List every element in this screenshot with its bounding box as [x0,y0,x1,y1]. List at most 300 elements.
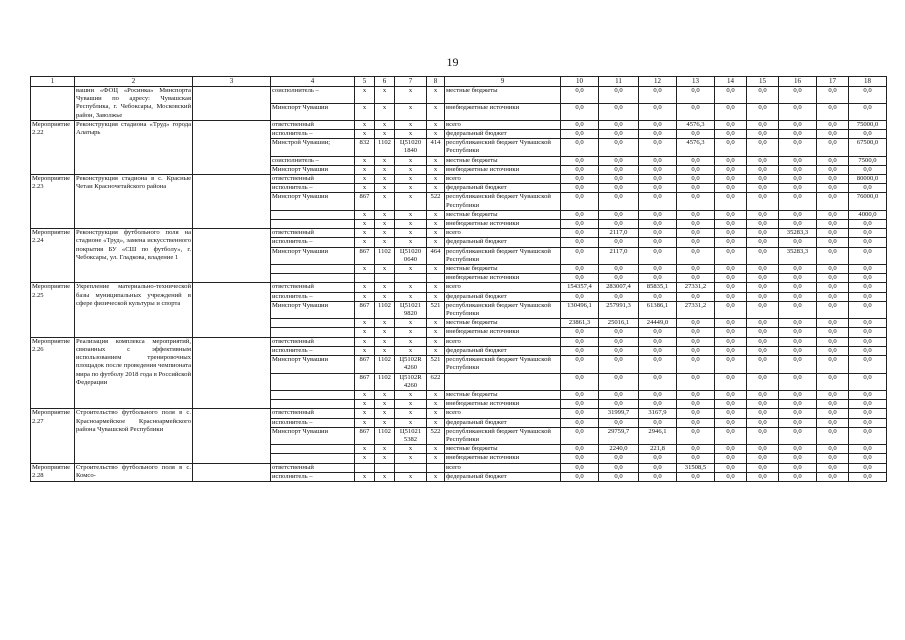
funding-source-cell: республиканский бюджет Чувашской Республики [445,356,561,373]
amount-cell: 67500,0 [849,139,887,156]
amount-cell: 0,0 [639,130,677,139]
grbs-cell: 832 [355,139,375,156]
amount-cell: 0,0 [639,454,677,463]
amount-cell: 0,0 [747,337,779,346]
section-code-cell: x [375,454,395,463]
header-cell: 10 [561,77,599,87]
amount-cell: 0,0 [747,130,779,139]
amount-cell: 0,0 [561,454,599,463]
section-code-cell [375,463,395,472]
amount-cell: 0,0 [849,390,887,399]
expense-type-cell: x [427,130,445,139]
amount-cell: 0,0 [849,418,887,427]
amount-cell: 0,0 [639,165,677,174]
amount-cell: 0,0 [849,265,887,274]
amount-cell: 0,0 [715,210,747,219]
amount-cell: 0,0 [849,301,887,318]
executor-cell: исполнитель – [271,238,355,247]
amount-cell: 0,0 [715,283,747,292]
header-cell: 5 [355,77,375,87]
section-code-cell: x [375,418,395,427]
amount-cell: 0,0 [677,409,715,418]
target-article-cell: x [395,409,427,418]
amount-cell: 0,0 [561,409,599,418]
goal-cell [193,463,271,481]
amount-cell: 0,0 [599,418,639,427]
amount-cell: 0,0 [817,346,849,355]
executor-cell: исполнитель – [271,292,355,301]
amount-cell: 0,0 [599,400,639,409]
funding-source-cell: федеральный бюджет [445,184,561,193]
target-article-cell: x [395,220,427,229]
amount-cell: 0,0 [677,427,715,444]
header-cell: 6 [375,77,395,87]
expense-type-cell: x [427,265,445,274]
amount-cell: 0,0 [715,238,747,247]
amount-cell: 0,0 [779,356,817,373]
amount-cell: 0,0 [715,292,747,301]
amount-cell: 0,0 [817,356,849,373]
amount-cell: 130496,1 [561,301,599,318]
measure-id-cell: Мероприятие 2.26 [31,337,75,409]
amount-cell: 0,0 [747,139,779,156]
amount-cell: 0,0 [561,337,599,346]
amount-cell: 0,0 [639,418,677,427]
section-code-cell: x [375,400,395,409]
amount-cell: 0,0 [747,184,779,193]
amount-cell: 0,0 [849,337,887,346]
amount-cell: 0,0 [747,103,779,120]
measure-id-cell: Мероприятие 2.24 [31,229,75,283]
amount-cell: 0,0 [715,390,747,399]
amount-cell: 0,0 [817,229,849,238]
amount-cell: 0,0 [715,472,747,481]
amount-cell: 0,0 [561,193,599,210]
amount-cell: 80000,0 [849,175,887,184]
amount-cell: 0,0 [561,87,599,104]
expense-type-cell: x [427,409,445,418]
measure-name-cell: вашни «ФОЦ «Росинка» Минспорта Чувашии по адресу: Чувашская Республика, г. Чебоксары, Московский район, Заволжье [76,87,191,119]
amount-cell: 0,0 [849,229,887,238]
funding-source-cell: всего [445,229,561,238]
target-article-cell: x [395,184,427,193]
amount-cell: 0,0 [677,373,715,390]
funding-source-cell: внебюджетные источники [445,454,561,463]
amount-cell: 0,0 [715,373,747,390]
amount-cell: 4000,0 [849,210,887,219]
amount-cell: 0,0 [715,319,747,328]
target-article-cell: Ц51020 0640 [395,247,427,264]
amount-cell: 0,0 [849,220,887,229]
amount-cell: 0,0 [779,165,817,174]
amount-cell: 0,0 [715,220,747,229]
funding-source-cell: внебюджетные источники [445,103,561,120]
amount-cell: 0,0 [779,130,817,139]
amount-cell: 0,0 [849,87,887,104]
amount-cell: 0,0 [561,445,599,454]
measure-name-cell: Реализация комплекса мероприятий, связанных с эффективным использованием тренировочных площадок после проведения чемпионата мира по футболу 2018 года в Российской Федерации [75,337,193,409]
amount-cell: 0,0 [561,472,599,481]
grbs-cell: x [355,210,375,219]
amount-cell: 0,0 [779,283,817,292]
goal-cell [193,409,271,463]
measure-id-cell: Мероприятие 2.22 [31,120,75,174]
measure-name-cell: Реконструкция стадиона в с. Красные Четаи Красночетайского района [75,175,193,229]
section-code-cell: x [375,130,395,139]
amount-cell: 0,0 [715,409,747,418]
section-code-cell: 1102 [375,373,395,390]
amount-cell: 0,0 [561,229,599,238]
amount-cell: 0,0 [849,427,887,444]
amount-cell: 0,0 [561,220,599,229]
amount-cell: 0,0 [561,328,599,337]
amount-cell: 0,0 [561,400,599,409]
amount-cell: 0,0 [715,120,747,129]
grbs-cell: x [355,184,375,193]
amount-cell: 0,0 [715,301,747,318]
amount-cell: 0,0 [817,409,849,418]
amount-cell: 0,0 [747,409,779,418]
amount-cell: 0,0 [817,193,849,210]
amount-cell: 0,0 [849,274,887,283]
executor-cell: Минспорт Чувашии [271,301,355,318]
expense-type-cell: 464 [427,247,445,264]
amount-cell: 0,0 [817,210,849,219]
expense-type-cell: x [427,210,445,219]
amount-cell: 0,0 [639,229,677,238]
amount-cell: 2946,1 [639,427,677,444]
amount-cell: 0,0 [779,454,817,463]
amount-cell: 0,0 [715,165,747,174]
amount-cell: 23861,3 [561,319,599,328]
amount-cell: 0,0 [817,184,849,193]
amount-cell: 0,0 [747,445,779,454]
funding-source-cell: федеральный бюджет [445,238,561,247]
amount-cell: 0,0 [779,184,817,193]
amount-cell: 0,0 [715,337,747,346]
section-code-cell: x [375,229,395,238]
amount-cell: 0,0 [715,400,747,409]
section-code-cell [375,274,395,283]
expense-type-cell: x [427,472,445,481]
expense-type-cell: x [427,292,445,301]
target-article-cell: x [395,130,427,139]
header-cell: 16 [779,77,817,87]
amount-cell: 0,0 [599,454,639,463]
grbs-cell: x [355,87,375,104]
amount-cell: 0,0 [677,210,715,219]
grbs-cell: x [355,283,375,292]
amount-cell: 0,0 [747,120,779,129]
amount-cell: 0,0 [599,130,639,139]
amount-cell: 0,0 [639,156,677,165]
amount-cell: 0,0 [639,139,677,156]
amount-cell: 0,0 [747,301,779,318]
amount-cell: 0,0 [817,319,849,328]
amount-cell: 0,0 [779,156,817,165]
executor-cell [271,265,355,274]
amount-cell: 283007,4 [599,283,639,292]
target-article-cell: x [395,175,427,184]
grbs-cell: 867 [355,247,375,264]
expense-type-cell: 521 [427,356,445,373]
target-article-cell: x [395,418,427,427]
grbs-cell: x [355,103,375,120]
amount-cell: 0,0 [779,120,817,129]
amount-cell: 0,0 [747,229,779,238]
measure-id-cell: Мероприятие 2.23 [31,175,75,229]
target-article-cell: x [395,472,427,481]
amount-cell: 0,0 [599,238,639,247]
table-row [31,229,887,238]
amount-cell: 0,0 [639,120,677,129]
executor-cell [271,210,355,219]
funding-source-cell: местные бюджеты [445,390,561,399]
executor-cell: ответственный [271,283,355,292]
amount-cell: 0,0 [779,175,817,184]
amount-cell: 0,0 [677,156,715,165]
measure-id-cell: Мероприятие 2.28 [31,463,75,481]
amount-cell: 0,0 [561,130,599,139]
funding-source-cell: местные бюджеты [445,319,561,328]
expense-type-cell: x [427,390,445,399]
amount-cell: 0,0 [561,247,599,264]
executor-cell: Минспорт Чувашии [271,165,355,174]
amount-cell: 4576,3 [677,120,715,129]
amount-cell: 0,0 [561,156,599,165]
amount-cell: 0,0 [817,238,849,247]
amount-cell: 0,0 [779,139,817,156]
expense-type-cell: x [427,184,445,193]
amount-cell: 0,0 [639,265,677,274]
amount-cell: 0,0 [715,139,747,156]
executor-cell [271,445,355,454]
amount-cell: 0,0 [849,292,887,301]
amount-cell: 0,0 [747,193,779,210]
amount-cell: 2117,0 [599,247,639,264]
header-cell: 9 [445,77,561,87]
funding-source-cell: республиканский бюджет Чувашской Республики [445,427,561,444]
section-code-cell: 1102 [375,301,395,318]
amount-cell: 0,0 [599,220,639,229]
amount-cell: 0,0 [639,400,677,409]
executor-cell: исполнитель – [271,184,355,193]
section-code-cell: 1102 [375,427,395,444]
target-article-cell: x [395,445,427,454]
funding-source-cell: республиканский бюджет Чувашской Республики [445,193,561,210]
amount-cell: 0,0 [817,103,849,120]
executor-cell [271,390,355,399]
amount-cell: 0,0 [599,337,639,346]
header-cell: 12 [639,77,677,87]
goal-cell [193,175,271,229]
goal-cell [193,120,271,174]
amount-cell: 0,0 [849,283,887,292]
amount-cell: 0,0 [561,356,599,373]
header-cell: 13 [677,77,715,87]
header-cell: 14 [715,77,747,87]
executor-cell [271,328,355,337]
amount-cell: 0,0 [817,165,849,174]
amount-cell: 0,0 [599,156,639,165]
amount-cell: 0,0 [715,229,747,238]
amount-cell: 0,0 [639,346,677,355]
amount-cell: 0,0 [779,427,817,444]
section-code-cell: x [375,337,395,346]
target-article-cell: x [395,156,427,165]
amount-cell: 0,0 [677,229,715,238]
amount-cell: 0,0 [715,265,747,274]
grbs-cell: x [355,454,375,463]
header-cell: 2 [75,77,193,87]
grbs-cell: x [355,390,375,399]
amount-cell: 0,0 [849,346,887,355]
expense-type-cell: x [427,346,445,355]
amount-cell: 0,0 [561,210,599,219]
amount-cell: 0,0 [677,238,715,247]
amount-cell: 0,0 [849,463,887,472]
amount-cell: 0,0 [677,130,715,139]
amount-cell: 0,0 [779,238,817,247]
executor-cell [271,319,355,328]
amount-cell: 154357,4 [561,283,599,292]
section-code-cell: x [375,238,395,247]
expense-type-cell: x [427,328,445,337]
header-cell: 11 [599,77,639,87]
section-code-cell: x [375,390,395,399]
amount-cell: 31508,5 [677,463,715,472]
amount-cell: 0,0 [677,400,715,409]
amount-cell: 0,0 [747,328,779,337]
table-row [31,337,887,346]
amount-cell: 0,0 [817,472,849,481]
amount-cell: 0,0 [677,337,715,346]
section-code-cell: 1102 [375,139,395,156]
expense-type-cell: 522 [427,427,445,444]
target-article-cell: x [395,103,427,120]
amount-cell: 0,0 [817,427,849,444]
executor-cell: Минспорт Чувашии [271,103,355,120]
executor-cell: ответственный [271,229,355,238]
amount-cell: 0,0 [747,165,779,174]
amount-cell: 35283,3 [779,247,817,264]
executor-cell: соисполнитель – [271,156,355,165]
amount-cell: 2117,0 [599,229,639,238]
section-code-cell: x [375,445,395,454]
funding-source-cell: внебюджетные источники [445,220,561,229]
expense-type-cell: x [427,220,445,229]
amount-cell: 0,0 [747,463,779,472]
executor-cell: Минспорт Чувашии [271,427,355,444]
amount-cell: 0,0 [677,319,715,328]
amount-cell: 0,0 [715,156,747,165]
table-row [31,409,887,418]
grbs-cell: x [355,400,375,409]
amount-cell: 27331,2 [677,283,715,292]
target-article-cell: x [395,265,427,274]
target-article-cell: x [395,292,427,301]
amount-cell: 0,0 [599,356,639,373]
amount-cell: 0,0 [715,87,747,104]
budget-table [30,76,887,482]
funding-source-cell: федеральный бюджет [445,418,561,427]
section-code-cell: x [375,156,395,165]
amount-cell: 0,0 [779,472,817,481]
amount-cell: 0,0 [715,193,747,210]
grbs-cell: 867 [355,373,375,390]
amount-cell: 0,0 [599,373,639,390]
measure-name-cell: Реконструкция футбольного поля на стадионе «Труд», замена искусственного покрытия БУ «СШ по футболу», г. Чебоксары, ул. Гладкова, владение 1 [75,229,193,283]
expense-type-cell: x [427,175,445,184]
amount-cell: 27331,2 [677,301,715,318]
amount-cell: 0,0 [639,472,677,481]
expense-type-cell: 522 [427,193,445,210]
amount-cell: 221,8 [639,445,677,454]
amount-cell: 0,0 [849,454,887,463]
amount-cell: 0,0 [677,418,715,427]
grbs-cell: x [355,120,375,129]
funding-source-cell: местные бюджеты [445,265,561,274]
amount-cell: 0,0 [677,220,715,229]
funding-source-cell: федеральный бюджет [445,472,561,481]
goal-cell [193,337,271,409]
amount-cell: 0,0 [599,328,639,337]
amount-cell: 0,0 [677,292,715,301]
amount-cell: 0,0 [561,463,599,472]
target-article-cell [395,463,427,472]
amount-cell: 0,0 [779,87,817,104]
grbs-cell: x [355,220,375,229]
measure-name-cell: Строительство футбольного поля в с. Комсо- [75,463,193,481]
amount-cell: 0,0 [639,103,677,120]
section-code-cell: x [375,292,395,301]
executor-cell: исполнитель – [271,418,355,427]
grbs-cell [355,274,375,283]
grbs-cell: x [355,409,375,418]
target-article-cell: x [395,120,427,129]
executor-cell: соисполнитель – [271,87,355,104]
section-code-cell: x [375,103,395,120]
amount-cell: 0,0 [561,346,599,355]
amount-cell: 0,0 [639,373,677,390]
amount-cell: 0,0 [639,337,677,346]
amount-cell: 0,0 [817,373,849,390]
target-article-cell: x [395,210,427,219]
target-article-cell: Ц51021 9820 [395,301,427,318]
amount-cell: 0,0 [779,301,817,318]
amount-cell: 0,0 [561,427,599,444]
executor-cell: ответственный [271,337,355,346]
expense-type-cell: x [427,319,445,328]
header-cell: 4 [271,77,355,87]
amount-cell: 31999,7 [599,409,639,418]
grbs-cell: x [355,165,375,174]
amount-cell: 0,0 [747,390,779,399]
expense-type-cell: x [427,229,445,238]
amount-cell: 0,0 [779,400,817,409]
amount-cell: 0,0 [677,454,715,463]
section-code-cell: x [375,265,395,274]
section-code-cell: x [375,165,395,174]
funding-source-cell: федеральный бюджет [445,292,561,301]
header-cell: 3 [193,77,271,87]
expense-type-cell [427,463,445,472]
amount-cell: 0,0 [599,175,639,184]
grbs-cell: 867 [355,193,375,210]
grbs-cell [355,463,375,472]
funding-source-cell: местные бюджеты [445,445,561,454]
funding-source-cell: республиканский бюджет Чувашской Республики [445,139,561,156]
